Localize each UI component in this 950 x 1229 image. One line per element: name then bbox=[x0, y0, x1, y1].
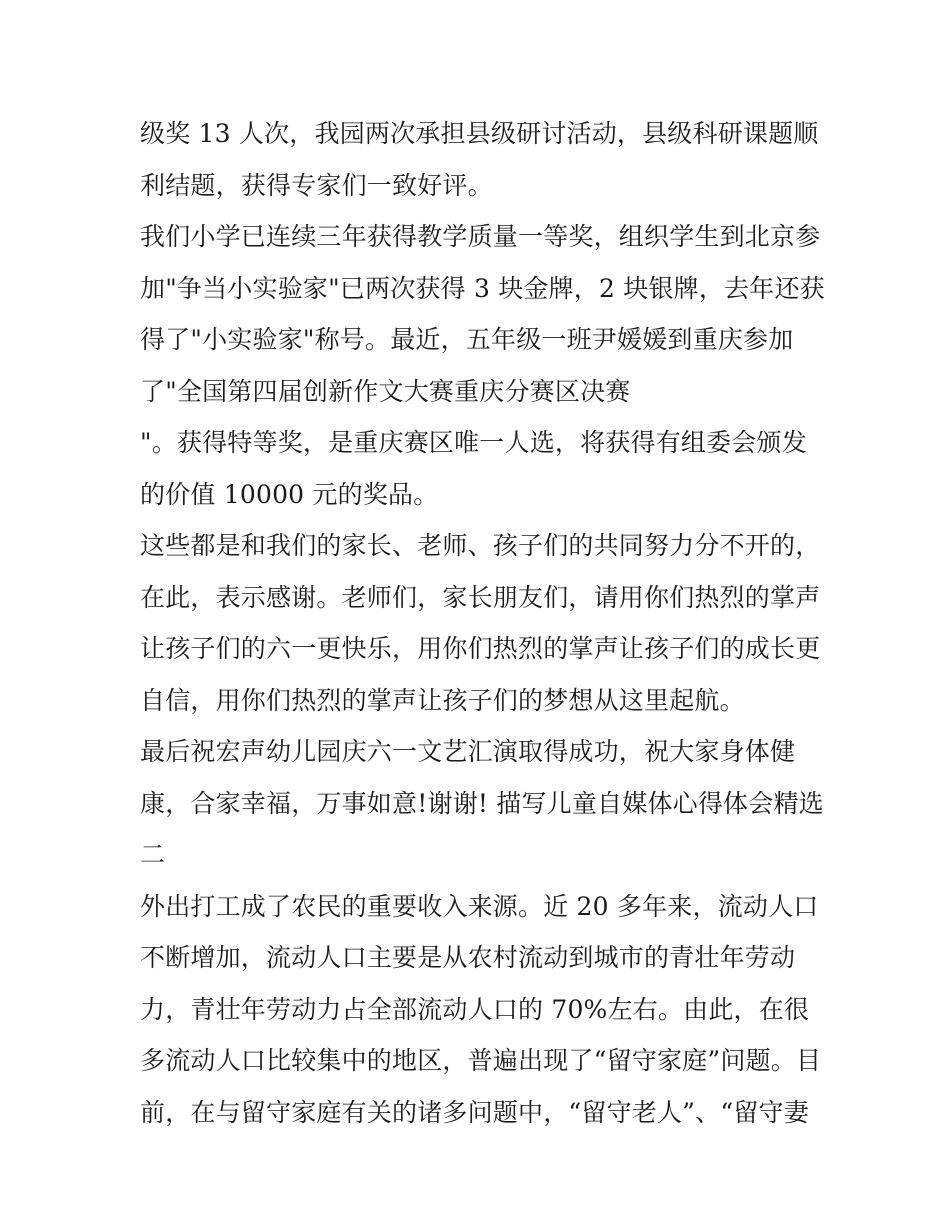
text-line: 力，青壮年劳动力占全部流动人口的 70%左右。由此，在很 bbox=[140, 994, 810, 1024]
text-line: 级奖 13 人次，我园两次承担县级研讨活动，县级科研课题顺 bbox=[140, 119, 819, 148]
text-line: 最后祝宏声幼儿园庆六一文艺汇演取得成功，祝大家身体健 bbox=[140, 737, 796, 766]
document-body bbox=[140, 108, 825, 1138]
text-line: 加"争当小实验家"已两次获得 3 块金牌，2 块银牌，去年还获 bbox=[140, 273, 825, 303]
text-line: 康，合家幸福，万事如意!谢谢! 描写儿童自媒体心得体会精选 bbox=[140, 788, 824, 818]
text-line: 自信，用你们热烈的掌声让孩子们的梦想从这里起航。 bbox=[140, 685, 745, 715]
text-line: "。获得特等奖，是重庆赛区唯一人选，将获得有组委会颁发 bbox=[140, 428, 807, 457]
text-line: 让孩子们的六一更快乐，用你们热烈的掌声让孩子们的成长更 bbox=[140, 634, 821, 663]
text-line: 外出打工成了农民的重要收入来源。近 20 多年来，流动人口 bbox=[140, 891, 819, 921]
text-line: 在此，表示感谢。老师们，家长朋友们，请用你们热烈的掌声 bbox=[140, 582, 821, 612]
text-line: 的价值 10000 元的奖品。 bbox=[140, 479, 439, 509]
text-line: 前，在与留守家庭有关的诸多问题中，“留守老人”、“留守妻 bbox=[140, 1097, 809, 1127]
text-line: 利结题，获得专家们一致好评。 bbox=[140, 170, 493, 200]
text-line: 二 bbox=[140, 840, 166, 869]
text-line: 我们小学已连续三年获得教学质量一等奖，组织学生到北京参 bbox=[140, 222, 821, 251]
text-line: 这些都是和我们的家长、老师、孩子们的共同努力分不开的， bbox=[140, 531, 821, 560]
text-line: 了"全国第四届创新作文大赛重庆分赛区决赛 bbox=[140, 376, 631, 406]
text-line: 得了"小实验家"称号。最近，五年级一班尹媛媛到重庆参加 bbox=[140, 325, 794, 354]
text-line: 不断增加，流动人口主要是从农村流动到城市的青壮年劳动 bbox=[140, 943, 796, 972]
text-line: 多流动人口比较集中的地区，普遍出现了“留守家庭”问题。目 bbox=[140, 1046, 822, 1075]
